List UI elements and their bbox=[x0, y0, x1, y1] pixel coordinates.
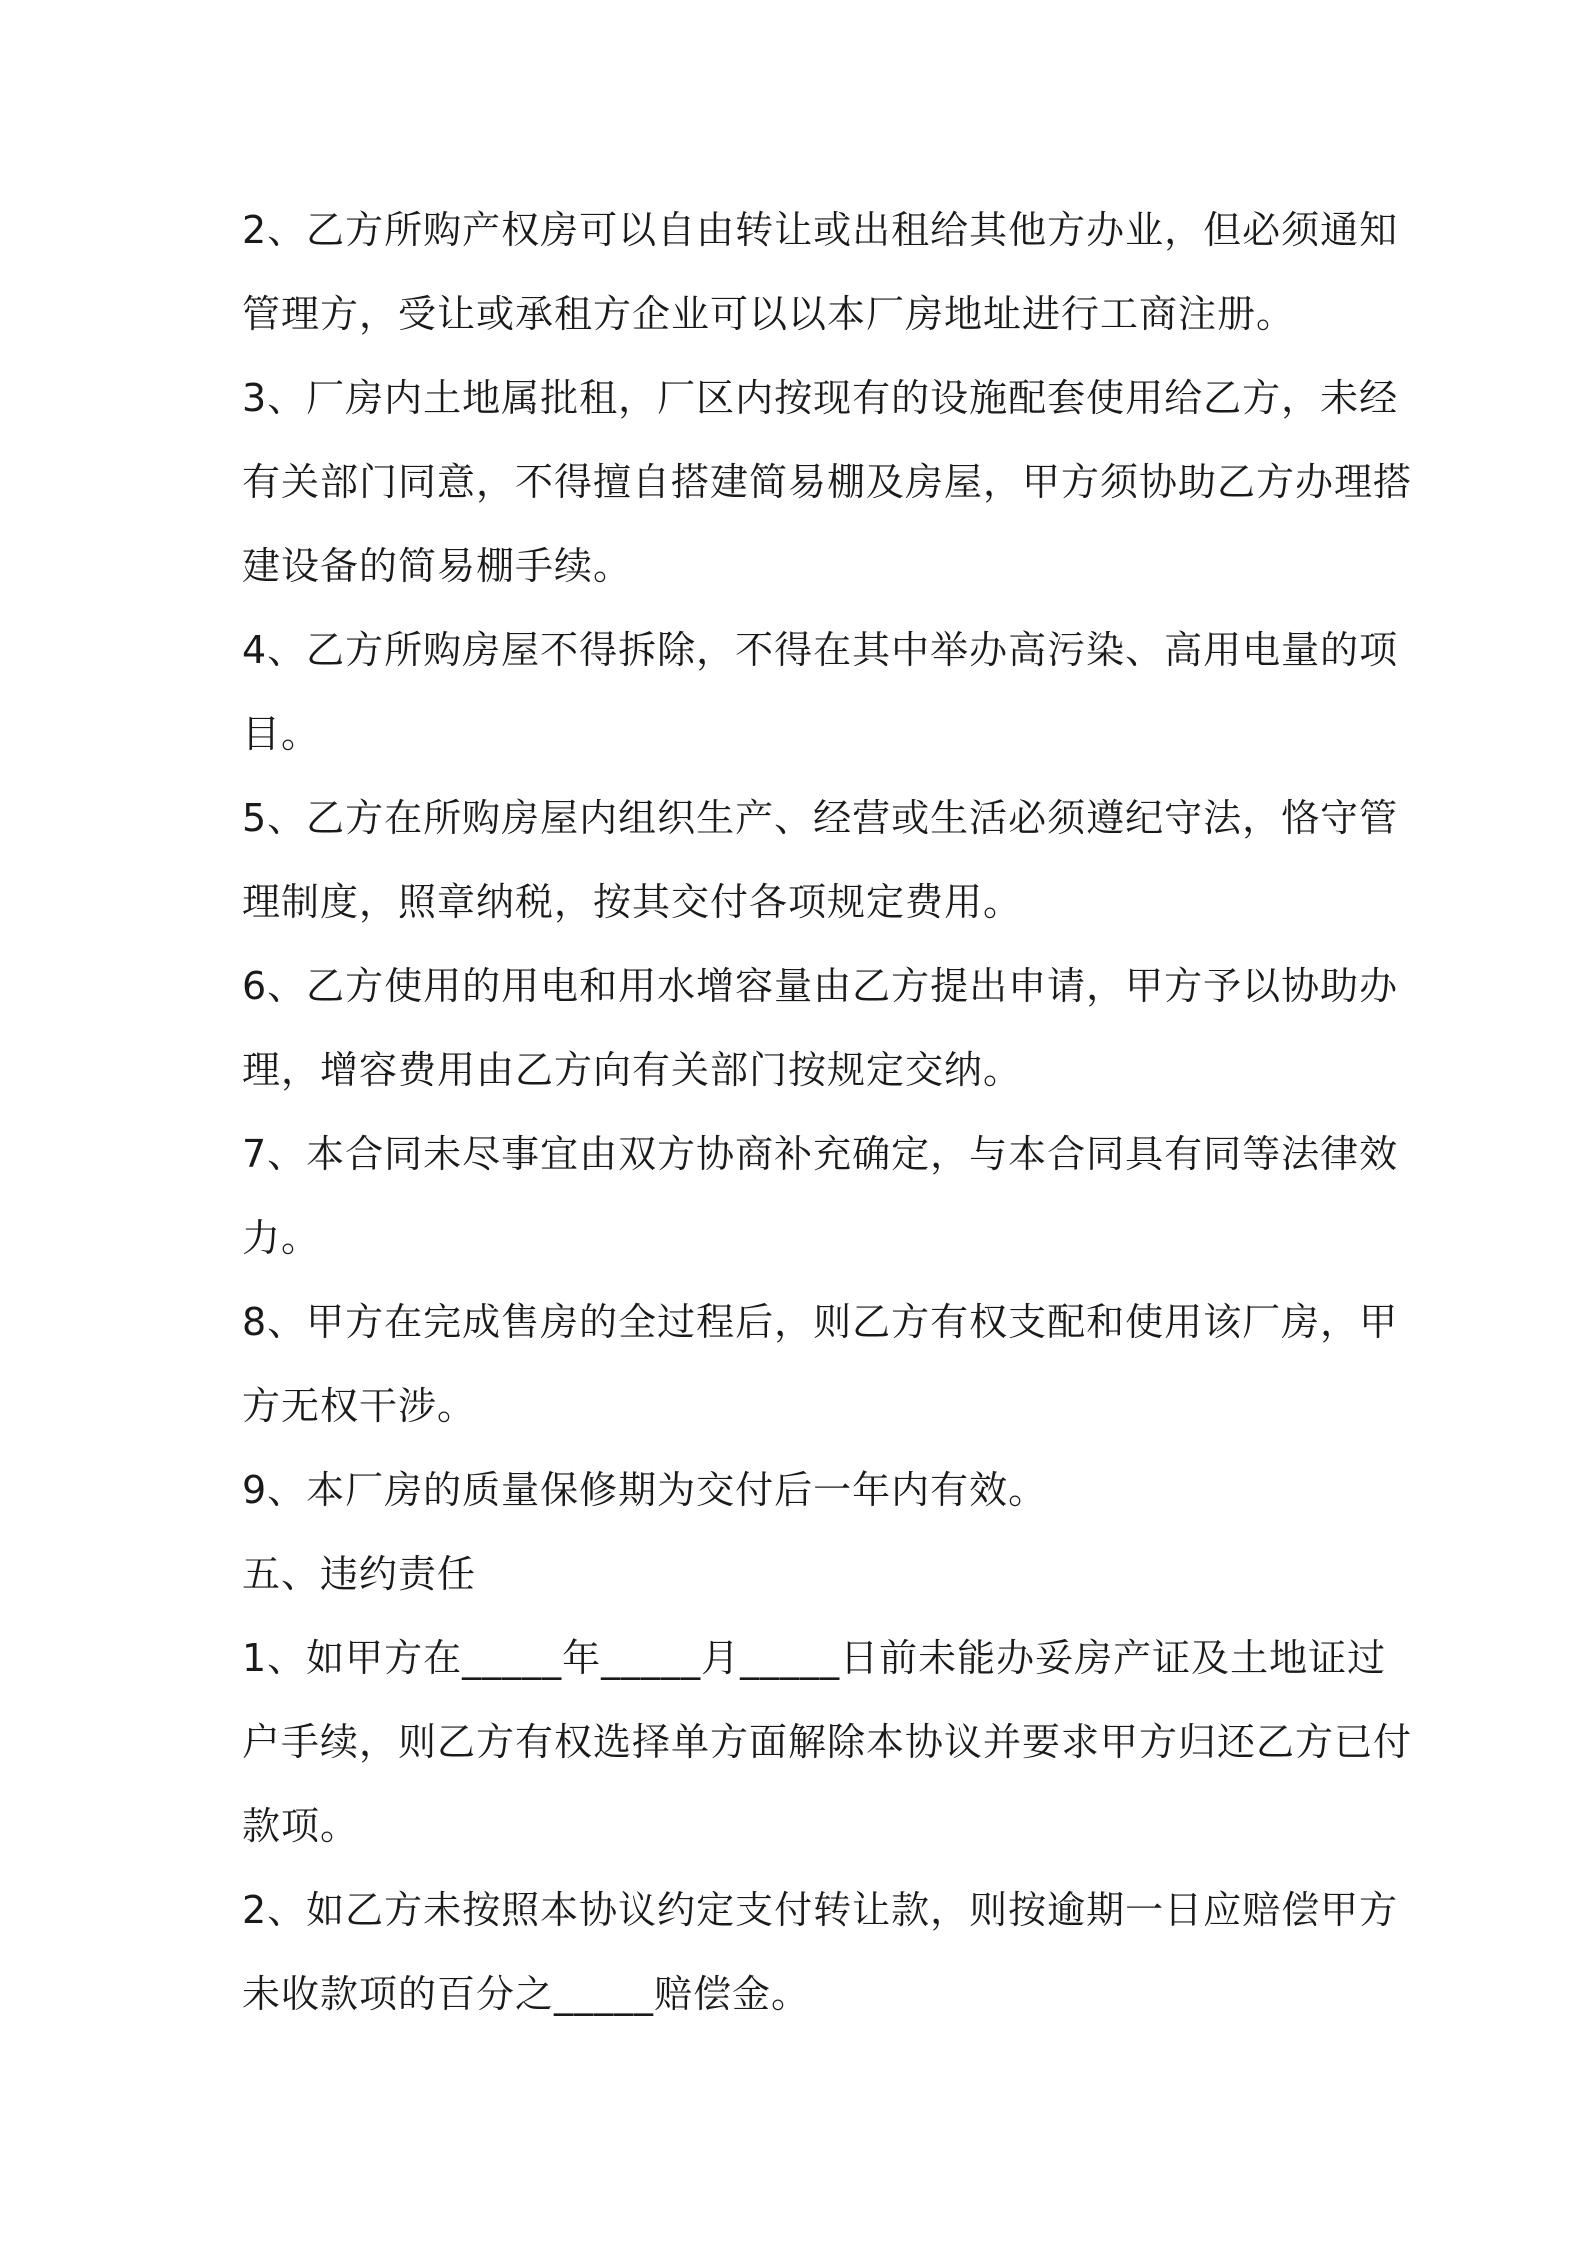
clause-3-paragraph bbox=[242, 356, 1413, 608]
text-line: 3、厂房内土地属批租，厂区内按现有的设施配套使用给乙方，未经 bbox=[242, 376, 1399, 420]
text-line: 1、如甲方在_____年_____月_____日前未能办妥房产证及土地证过 bbox=[242, 1636, 1387, 1680]
text-line: 2、如乙方未按照本协议约定支付转让款，则按逾期一日应赔偿甲方 bbox=[242, 1888, 1399, 1932]
clause-4-paragraph bbox=[242, 608, 1399, 776]
text-line: 建设备的简易棚手续。 bbox=[242, 544, 633, 588]
text-line: 9、本厂房的质量保修期为交付后一年内有效。 bbox=[242, 1468, 1048, 1512]
text-line: 力。 bbox=[242, 1216, 321, 1260]
clause-7-paragraph bbox=[242, 1112, 1399, 1280]
text-line: 理制度，照章纳税，按其交付各项规定费用。 bbox=[242, 880, 1023, 924]
clause-9-paragraph bbox=[242, 1448, 1357, 1532]
text-line: 款项。 bbox=[242, 1804, 360, 1848]
text-line: 8、甲方在完成售房的全过程后，则乙方有权支配和使用该厂房，甲 bbox=[242, 1300, 1399, 1344]
clause-5-paragraph bbox=[242, 776, 1399, 944]
text-line: 4、乙方所购房屋不得拆除，不得在其中举办高污染、高用电量的项 bbox=[242, 628, 1399, 672]
text-line: 方无权干涉。 bbox=[242, 1384, 477, 1428]
clause-8-paragraph bbox=[242, 1280, 1399, 1448]
text-line: 2、乙方所购产权房可以自由转让或出租给其他方办业，但必须通知 bbox=[242, 208, 1399, 252]
breach-1-paragraph bbox=[242, 1616, 1413, 1868]
text-line: 户手续，则乙方有权选择单方面解除本协议并要求甲方归还乙方已付 bbox=[242, 1720, 1413, 1764]
text-line: 目。 bbox=[242, 712, 321, 756]
text-line: 5、乙方在所购房屋内组织生产、经营或生活必须遵纪守法，恪守管 bbox=[242, 796, 1399, 840]
document-body bbox=[242, 188, 1413, 2036]
text-line: 有关部门同意，不得擅自搭建简易棚及房屋，甲方须协助乙方办理搭 bbox=[242, 460, 1413, 504]
text-line: 7、本合同未尽事宜由双方协商补充确定，与本合同具有同等法律效 bbox=[242, 1132, 1399, 1176]
text-line: 管理方，受让或承租方企业可以以本厂房地址进行工商注册。 bbox=[242, 292, 1296, 336]
text-line: 理，增容费用由乙方向有关部门按规定交纳。 bbox=[242, 1048, 1023, 1092]
section-heading bbox=[242, 1532, 1357, 1616]
breach-2-paragraph bbox=[242, 1868, 1399, 2036]
clause-2-paragraph bbox=[242, 188, 1399, 356]
section-title: 五、违约责任 bbox=[242, 1552, 477, 1596]
text-line: 未收款项的百分之_____赔偿金。 bbox=[242, 1972, 811, 2016]
text-line: 6、乙方使用的用电和用水增容量由乙方提出申请，甲方予以协助办 bbox=[242, 964, 1399, 1008]
clause-6-paragraph bbox=[242, 944, 1399, 1112]
